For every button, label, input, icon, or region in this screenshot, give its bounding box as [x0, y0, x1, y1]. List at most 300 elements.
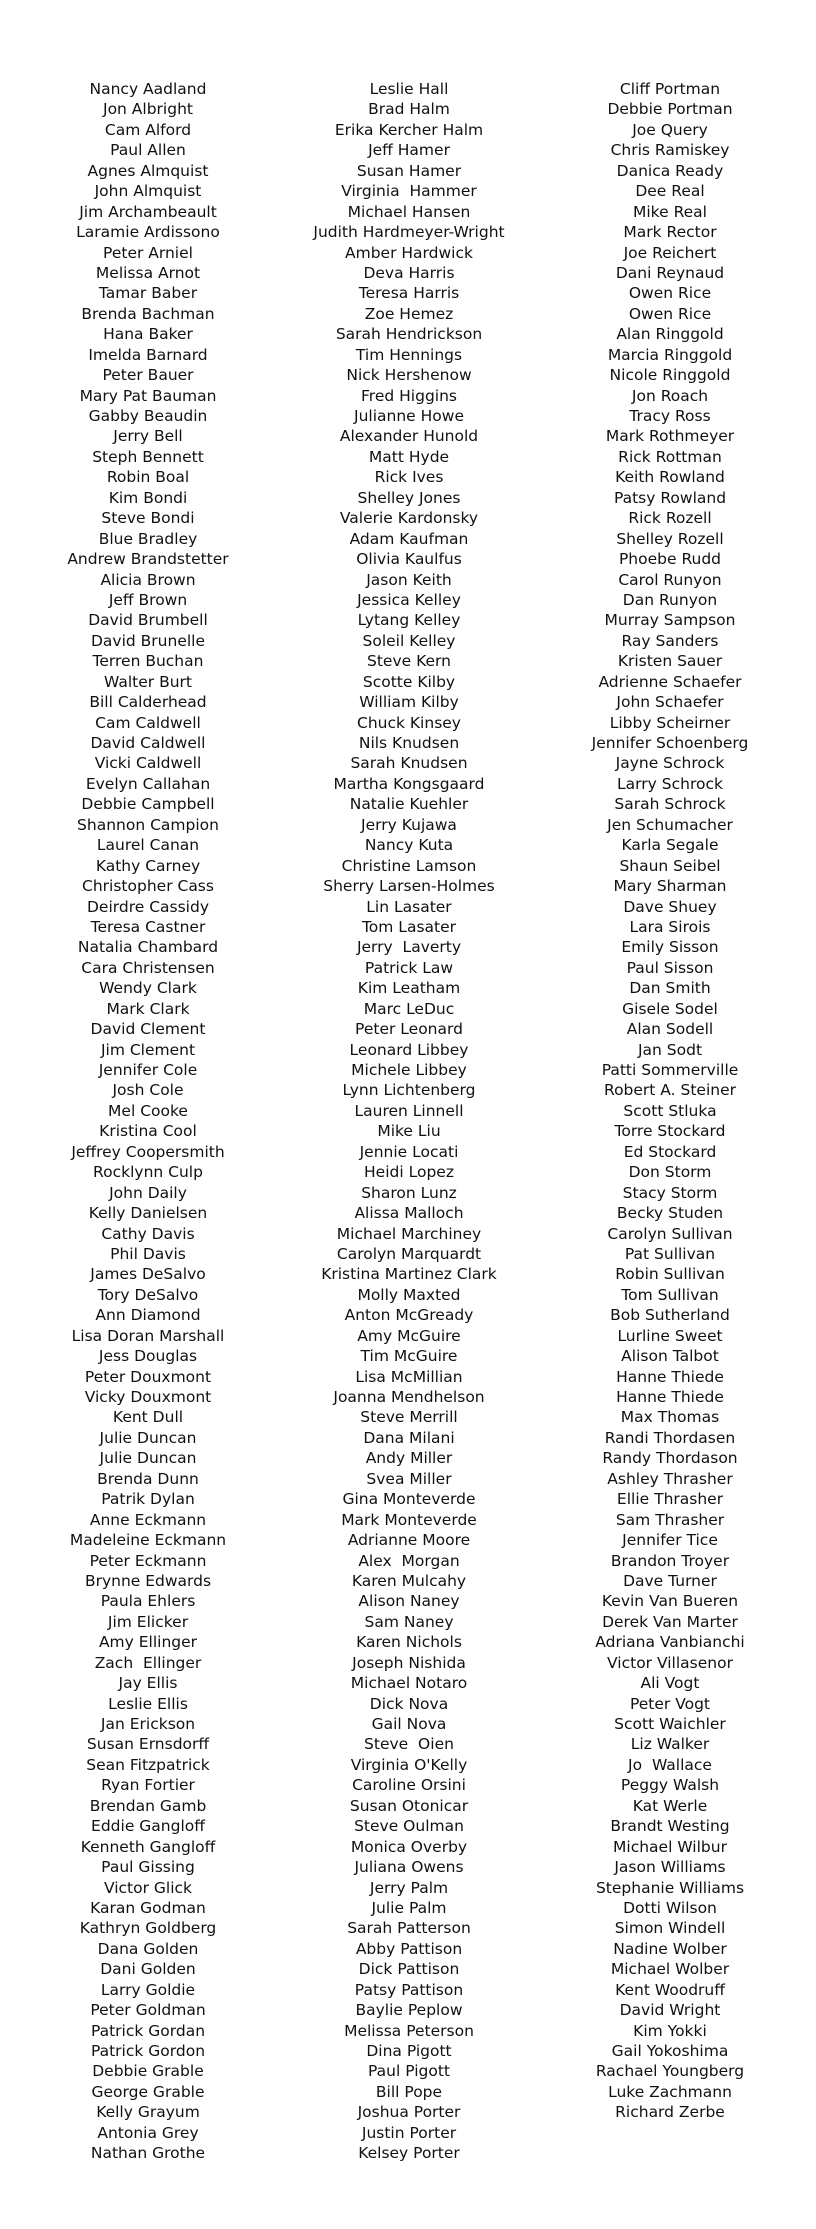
name-entry: Natalie Kuehler: [349, 795, 469, 814]
name-entry: Jim Elicker: [107, 1612, 189, 1631]
name-entry: Julie Duncan: [99, 1428, 197, 1447]
name-entry: Kelsey Porter: [358, 2144, 460, 2163]
name-entry: Owen Rice: [628, 304, 712, 323]
name-entry: Lisa Doran Marshall: [71, 1326, 225, 1345]
name-entry: Alex Morgan: [358, 1551, 460, 1570]
name-entry: Peter Leonard: [355, 1020, 463, 1039]
name-entry: Jan Sodt: [637, 1040, 703, 1059]
name-entry: Virginia Hammer: [341, 182, 477, 201]
name-entry: Olivia Kaulfus: [356, 550, 462, 569]
name-entry: Soleil Kelley: [362, 631, 456, 650]
name-entry: Paula Ehlers: [100, 1592, 196, 1611]
name-entry: Steve Kern: [367, 652, 451, 671]
name-entry: Gina Monteverde: [342, 1490, 476, 1509]
name-entry: Robin Sullivan: [615, 1265, 725, 1284]
name-entry: Alison Naney: [358, 1592, 460, 1611]
name-entry: Brenda Dunn: [97, 1469, 199, 1488]
name-entry: Kat Werle: [632, 1796, 708, 1815]
name-entry: James DeSalvo: [90, 1265, 206, 1284]
name-entry: Gail Yokoshima: [611, 2042, 729, 2060]
name-entry: Kim Leatham: [357, 979, 461, 998]
name-entry: Natalia Chambard: [77, 938, 219, 957]
name-entry: Susan Ernsdorff: [86, 1735, 210, 1754]
name-column-2: [273, 79, 545, 2164]
name-entry: Joe Reichert: [623, 243, 717, 262]
name-entry: Nathan Grothe: [90, 2144, 206, 2163]
name-entry: Peter Bauer: [102, 366, 194, 385]
name-entry: David Wright: [619, 2001, 721, 2020]
name-entry: Kristina Martinez Clark: [321, 1265, 497, 1284]
name-entry: Bob Sutherland: [610, 1306, 730, 1325]
name-entry: Torre Stockard: [614, 1122, 726, 1141]
name-entry: Christine Lamson: [341, 856, 477, 875]
name-entry: Tim McGuire: [360, 1347, 458, 1366]
name-entry: Mike Real: [633, 202, 707, 221]
name-entry: Nancy Aadland: [89, 80, 207, 98]
name-entry: Hana Baker: [103, 325, 193, 344]
name-entry: Lara Sirois: [629, 917, 711, 936]
name-entry: Phil Davis: [110, 1244, 186, 1263]
name-entry: Justin Porter: [361, 2123, 457, 2142]
name-entry: Erika Kercher Halm: [334, 120, 484, 139]
name-entry: Jon Roach: [631, 386, 709, 405]
name-entry: Shaun Seibel: [619, 856, 721, 875]
name-entry: Patsy Pattison: [354, 1980, 464, 1999]
name-entry: Alicia Brown: [100, 570, 196, 589]
name-entry: Hanne Thiede: [616, 1367, 724, 1386]
name-entry: Kathryn Goldberg: [79, 1919, 217, 1938]
name-entry: Michael Wolber: [610, 1960, 730, 1979]
name-entry: Randi Thordasen: [604, 1428, 736, 1447]
name-entry: Owen Rice: [628, 284, 712, 303]
name-entry: Jennifer Tice: [622, 1531, 718, 1550]
name-entry: Jeff Hamer: [368, 141, 450, 160]
name-entry: Patsy Rowland: [613, 488, 727, 507]
name-entry: Max Thomas: [620, 1408, 720, 1427]
name-entry: Shelley Rozell: [616, 529, 724, 548]
name-entry: Patrick Gordan: [90, 2021, 206, 2040]
name-entry: Mike Liu: [377, 1122, 441, 1141]
name-entry: Brandt Westing: [610, 1817, 730, 1836]
name-entry: Rocklynn Culp: [93, 1163, 203, 1182]
name-entry: Michael Notaro: [350, 1674, 468, 1693]
name-column-3: [534, 79, 806, 2123]
name-entry: Jen Schumacher: [607, 815, 733, 834]
name-entry: Jon Albright: [103, 100, 193, 119]
name-entry: Derek Van Marter: [602, 1612, 738, 1631]
name-entry: John Almquist: [94, 182, 202, 201]
name-entry: Robert A. Steiner: [604, 1081, 736, 1100]
name-entry: Dave Turner: [623, 1571, 717, 1590]
name-entry: Ellie Thrasher: [616, 1490, 724, 1509]
name-entry: Jennie Locati: [359, 1142, 459, 1161]
name-entry: Mary Sharman: [613, 877, 727, 896]
name-entry: Dotti Wilson: [623, 1898, 717, 1917]
name-entry: Steph Bennett: [92, 447, 204, 466]
name-entry: Sarah Schrock: [614, 795, 726, 814]
name-entry: Virginia O'Kelly: [350, 1755, 468, 1774]
name-entry: Jim Archambeault: [79, 202, 217, 221]
name-entry: Pat Sullivan: [624, 1244, 716, 1263]
name-entry: Sharon Lunz: [361, 1183, 457, 1202]
name-entry: Abby Pattison: [355, 1939, 463, 1958]
name-entry: Svea Miller: [366, 1469, 452, 1488]
name-entry: Anne Eckmann: [89, 1510, 207, 1529]
name-entry: Christopher Cass: [82, 877, 214, 896]
name-entry: Kristen Sauer: [617, 652, 723, 671]
name-entry: Wendy Clark: [99, 979, 197, 998]
name-entry: Steve Merrill: [360, 1408, 458, 1427]
name-entry: Randy Thordason: [602, 1449, 738, 1468]
name-entry: Lauren Linnell: [354, 1101, 464, 1120]
name-entry: William Kilby: [359, 693, 459, 712]
name-entry: Alison Talbot: [621, 1347, 719, 1366]
name-entry: Larry Goldie: [100, 1980, 196, 1999]
name-entry: Cliff Portman: [619, 80, 721, 98]
name-entry: Kelly Danielsen: [88, 1204, 208, 1223]
name-entry: Dee Real: [635, 182, 705, 201]
name-entry: Scott Waichler: [614, 1715, 726, 1733]
name-entry: Brad Halm: [368, 100, 450, 119]
name-entry: Matt Hyde: [368, 447, 450, 466]
name-entry: Dick Pattison: [358, 1960, 460, 1979]
name-entry: Melissa Arnot: [95, 263, 201, 282]
name-entry: Josh Cole: [112, 1081, 184, 1100]
name-entry: Alexander Hunold: [339, 427, 479, 446]
name-entry: Valerie Kardonsky: [339, 509, 479, 528]
name-entry: Jo Wallace: [628, 1755, 712, 1774]
name-entry: Laurel Canan: [96, 836, 200, 855]
name-entry: Michael Marchiney: [336, 1224, 482, 1243]
name-entry: Lytang Kelley: [357, 611, 461, 630]
name-entry: Nils Knudsen: [358, 734, 460, 752]
name-entry: Bill Calderhead: [89, 693, 207, 712]
name-entry: Monica Overby: [350, 1837, 468, 1856]
name-entry: Adam Kaufman: [349, 529, 469, 548]
name-entry: Kent Dull: [112, 1408, 184, 1427]
name-entry: Ray Sanders: [621, 631, 719, 650]
name-entry: Jennifer Cole: [98, 1061, 198, 1079]
name-entry: Victor Glick: [103, 1878, 193, 1897]
name-entry: Baylie Peplow: [355, 2001, 463, 2020]
name-entry: Jess Douglas: [98, 1347, 198, 1366]
name-entry: Paul Pigott: [368, 2062, 450, 2081]
name-entry: Kevin Van Bueren: [601, 1592, 739, 1611]
name-entry: Simon Windell: [614, 1919, 726, 1938]
name-entry: Carolyn Marquardt: [336, 1244, 482, 1263]
name-entry: Richard Zerbe: [615, 2103, 725, 2122]
name-entry: Patrik Dylan: [101, 1490, 195, 1509]
name-entry: Jay Ellis: [118, 1674, 178, 1693]
name-entry: Jessica Kelley: [357, 590, 461, 609]
name-entry: Danica Ready: [616, 161, 724, 180]
name-entry: Kristina Cool: [99, 1122, 197, 1141]
name-entry: Mark Monteverde: [341, 1510, 477, 1529]
name-entry: David Brunelle: [90, 631, 206, 650]
name-entry: Cathy Davis: [101, 1224, 195, 1243]
name-entry: Julianne Howe: [354, 407, 464, 425]
name-entry: David Clement: [90, 1020, 206, 1039]
name-entry: Julie Palm: [371, 1898, 447, 1917]
name-entry: Ryan Fortier: [101, 1776, 195, 1795]
name-entry: Cam Alford: [104, 120, 192, 139]
name-entry: Peter Vogt: [629, 1694, 711, 1713]
name-entry: Julie Duncan: [99, 1449, 197, 1468]
name-entry: Peter Douxmont: [84, 1367, 212, 1386]
name-entry: Dani Reynaud: [615, 263, 725, 282]
name-entry: Mark Rector: [623, 223, 717, 242]
name-entry: Gisele Sodel: [622, 999, 718, 1018]
name-entry: Eddie Gangloff: [91, 1817, 205, 1836]
name-entry: Sam Thrasher: [615, 1510, 725, 1529]
name-entry: Dani Golden: [100, 1960, 196, 1979]
name-entry: Martha Kongsgaard: [333, 774, 485, 793]
name-entry: David Caldwell: [90, 734, 206, 752]
name-entry: Karla Segale: [621, 836, 719, 855]
name-entry: Scotte Kilby: [362, 672, 456, 691]
name-entry: Brynne Edwards: [84, 1571, 212, 1590]
name-entry: Patrick Law: [364, 958, 454, 977]
name-entry: Keith Rowland: [615, 468, 725, 487]
name-entry: Blue Bradley: [98, 529, 198, 548]
name-entry: Ann Diamond: [95, 1306, 201, 1325]
name-entry: Marc LeDuc: [363, 999, 455, 1018]
name-entry: Mel Cooke: [108, 1101, 188, 1120]
name-entry: Nick Hershenow: [346, 366, 472, 385]
name-entry: Dan Smith: [629, 979, 711, 998]
name-entry: Mark Rothmeyer: [605, 427, 735, 446]
name-entry: Amy McGuire: [357, 1326, 461, 1345]
name-entry: Joanna Mendhelson: [333, 1388, 485, 1406]
name-entry: Kim Yokki: [633, 2021, 707, 2040]
name-entry: Dana Milani: [363, 1428, 455, 1447]
name-entry: Sarah Hendrickson: [335, 325, 483, 344]
name-entry: Sarah Knudsen: [350, 754, 468, 773]
name-entry: Susan Hamer: [356, 161, 462, 180]
name-entry: Juliana Owens: [354, 1858, 464, 1877]
name-entry: Cam Caldwell: [95, 713, 201, 732]
name-entry: Jason Williams: [614, 1858, 726, 1877]
name-entry: Hanne Thiede: [616, 1388, 724, 1406]
name-entry: Robin Boal: [106, 468, 190, 487]
name-entry: Dana Golden: [97, 1939, 199, 1958]
name-entry: Leslie Hall: [369, 80, 449, 98]
name-entry: Andy Miller: [365, 1449, 453, 1468]
name-entry: Stephanie Williams: [595, 1878, 745, 1897]
name-entry: Molly Maxted: [357, 1285, 461, 1304]
name-entry: Larry Schrock: [617, 774, 723, 793]
name-entry: Melissa Peterson: [344, 2021, 474, 2040]
name-entry: George Grable: [91, 2082, 205, 2101]
name-entry: Jan Erickson: [100, 1715, 196, 1733]
name-entry: Dave Shuey: [623, 897, 717, 916]
name-entry: Lynn Lichtenberg: [342, 1081, 476, 1100]
name-entry: Shannon Campion: [77, 815, 219, 834]
name-entry: Tory DeSalvo: [97, 1285, 199, 1304]
name-entry: Agnes Almquist: [87, 161, 209, 180]
name-entry: Jennifer Schoenberg: [591, 734, 749, 752]
name-entry: Rick Rozell: [628, 509, 712, 528]
name-entry: Becky Studen: [616, 1204, 724, 1223]
name-entry: Kathy Carney: [95, 856, 201, 875]
name-entry: Leslie Ellis: [108, 1694, 188, 1713]
name-entry: Chuck Kinsey: [357, 713, 461, 732]
name-entry: Tamar Baber: [98, 284, 198, 303]
name-entry: Nadine Wolber: [613, 1939, 727, 1958]
name-entry: Deirdre Cassidy: [86, 897, 209, 916]
name-entry: Zoe Hemez: [364, 304, 454, 323]
name-entry: Anton McGready: [344, 1306, 474, 1325]
name-entry: Debbie Portman: [607, 100, 733, 119]
name-entry: Lin Lasater: [366, 897, 452, 916]
name-entry: Mary Pat Bauman: [79, 386, 217, 405]
name-entry: Brendan Gamb: [89, 1796, 207, 1815]
name-entry: Kenneth Gangloff: [80, 1837, 216, 1856]
name-entry: Sarah Patterson: [347, 1919, 471, 1938]
name-entry: Shelley Jones: [357, 488, 461, 507]
name-entry: Jayne Schrock: [615, 754, 725, 773]
name-entry: Murray Sampson: [604, 611, 736, 630]
name-entry: Imelda Barnard: [88, 345, 208, 364]
name-entry: Carol Runyon: [618, 570, 722, 589]
name-entry: Mark Clark: [106, 999, 190, 1018]
name-entry: Gail Nova: [371, 1715, 447, 1733]
name-entry: Jason Keith: [366, 570, 452, 589]
name-entry: Alan Sodell: [626, 1020, 714, 1039]
name-entry: Debbie Grable: [92, 2062, 204, 2081]
name-entry: Dina Pigott: [366, 2042, 452, 2060]
name-entry: Alan Ringgold: [616, 325, 724, 344]
name-entry: Andrew Brandstetter: [67, 550, 229, 569]
name-entry: Lisa McMillian: [355, 1367, 463, 1386]
name-entry: Tom Lasater: [361, 917, 457, 936]
name-entry: Bill Pope: [375, 2082, 443, 2101]
name-entry: Tim Hennings: [355, 345, 463, 364]
name-entry: Patti Sommerville: [601, 1061, 739, 1079]
name-entry: Teresa Castner: [90, 917, 206, 936]
name-entry: Vicky Douxmont: [84, 1388, 212, 1406]
name-entry: Chris Ramiskey: [610, 141, 730, 160]
name-entry: Michele Libbey: [351, 1061, 467, 1079]
name-entry: John Schaefer: [616, 693, 724, 712]
name-entry: Joseph Nishida: [352, 1653, 466, 1672]
name-entry: Adriana Vanbianchi: [595, 1633, 745, 1652]
name-entry: Susan Otonicar: [349, 1796, 469, 1815]
name-entry: Fred Higgins: [361, 386, 457, 405]
name-entry: Phoebe Rudd: [618, 550, 722, 569]
name-entry: Zach Ellinger: [94, 1653, 202, 1672]
name-entry: Joe Query: [632, 120, 708, 139]
name-entry: Caroline Orsini: [352, 1776, 466, 1795]
name-entry: Libby Scheirner: [609, 713, 731, 732]
name-entry: Tom Sullivan: [621, 1285, 719, 1304]
name-entry: Heidi Lopez: [364, 1163, 454, 1182]
name-entry: Karen Mulcahy: [351, 1571, 467, 1590]
name-entry: Sherry Larsen-Holmes: [323, 877, 495, 896]
name-entry: Kelly Grayum: [96, 2103, 200, 2122]
name-entry: Michael Wilbur: [613, 1837, 727, 1856]
name-entry: Peter Eckmann: [89, 1551, 207, 1570]
name-entry: Amy Ellinger: [98, 1633, 198, 1652]
name-entry: Tracy Ross: [629, 407, 711, 425]
name-entry: Vicki Caldwell: [94, 754, 202, 773]
name-entry: Paul Allen: [110, 141, 186, 160]
name-entry: David Brumbell: [88, 611, 208, 630]
name-entry: Steve Oulman: [354, 1817, 464, 1836]
name-entry: Steve Oien: [364, 1735, 454, 1754]
name-entry: Ed Stockard: [623, 1142, 717, 1161]
name-column-1: [12, 79, 284, 2164]
name-entry: Antonia Grey: [97, 2123, 199, 2142]
name-entry: Rick Rottman: [618, 447, 722, 466]
name-entry: Ali Vogt: [640, 1674, 700, 1693]
name-entry: Jerry Palm: [369, 1878, 449, 1897]
name-entry: Luke Zachmann: [608, 2082, 732, 2101]
name-entry: Rachael Youngberg: [595, 2062, 745, 2081]
name-entry: Teresa Harris: [358, 284, 460, 303]
name-entry: Steve Bondi: [101, 509, 195, 528]
name-entry: Rick Ives: [374, 468, 444, 487]
name-entry: Karen Nichols: [356, 1633, 462, 1652]
name-entry: Victor Villasenor: [607, 1653, 733, 1672]
name-entry: Debbie Campbell: [81, 795, 215, 814]
name-entry: Jerry Kujawa: [361, 815, 457, 834]
name-entry: Liz Walker: [630, 1735, 710, 1754]
name-entry: Adrianne Moore: [347, 1531, 471, 1550]
name-entry: Jeff Brown: [108, 590, 188, 609]
name-entry: Leonard Libbey: [349, 1040, 469, 1059]
name-entry: Amber Hardwick: [345, 243, 473, 262]
name-entry: Paul Sisson: [626, 958, 714, 977]
name-entry: Peter Arniel: [103, 243, 193, 262]
name-entry: Alissa Malloch: [354, 1204, 464, 1223]
name-entry: Evelyn Callahan: [85, 774, 211, 793]
name-entry: Dan Runyon: [622, 590, 718, 609]
name-entry: Don Storm: [628, 1163, 712, 1182]
name-entry: Patrick Gordon: [90, 2042, 206, 2060]
name-entry: Cara Christensen: [81, 958, 215, 977]
name-entry: Joshua Porter: [357, 2103, 461, 2122]
name-entry: Jerry Bell: [113, 427, 183, 446]
name-entry: Brandon Troyer: [610, 1551, 730, 1570]
name-entry: Sam Naney: [364, 1612, 454, 1631]
name-entry: Jim Clement: [100, 1040, 196, 1059]
name-entry: Walter Burt: [104, 672, 192, 691]
name-entry: Karan Godman: [90, 1898, 206, 1917]
name-entry: Brenda Bachman: [81, 304, 215, 323]
name-entry: Nicole Ringgold: [609, 366, 731, 385]
name-entry: Marcia Ringgold: [607, 345, 733, 364]
name-entry: Laramie Ardissono: [76, 223, 220, 242]
name-entry: Kim Bondi: [108, 488, 188, 507]
name-entry: Peter Goldman: [90, 2001, 206, 2020]
name-entry: Lurline Sweet: [617, 1326, 723, 1345]
name-entry: Deva Harris: [363, 263, 455, 282]
name-entry: Kent Woodruff: [615, 1980, 725, 1999]
name-entry: Scott Stluka: [623, 1101, 717, 1120]
name-entry: Ashley Thrasher: [607, 1469, 733, 1488]
name-entry: Terren Buchan: [92, 652, 204, 671]
name-entry: Emily Sisson: [621, 938, 719, 957]
name-entry: Judith Hardmeyer-Wright: [313, 223, 505, 242]
name-entry: Carolyn Sullivan: [607, 1224, 733, 1243]
name-entry: Stacy Storm: [622, 1183, 718, 1202]
name-entry: John Daily: [109, 1183, 187, 1202]
name-entry: Jerry Laverty: [356, 938, 462, 957]
name-entry: Sean Fitzpatrick: [86, 1755, 210, 1774]
name-entry: Dick Nova: [369, 1694, 449, 1713]
name-entry: Paul Gissing: [101, 1858, 195, 1877]
